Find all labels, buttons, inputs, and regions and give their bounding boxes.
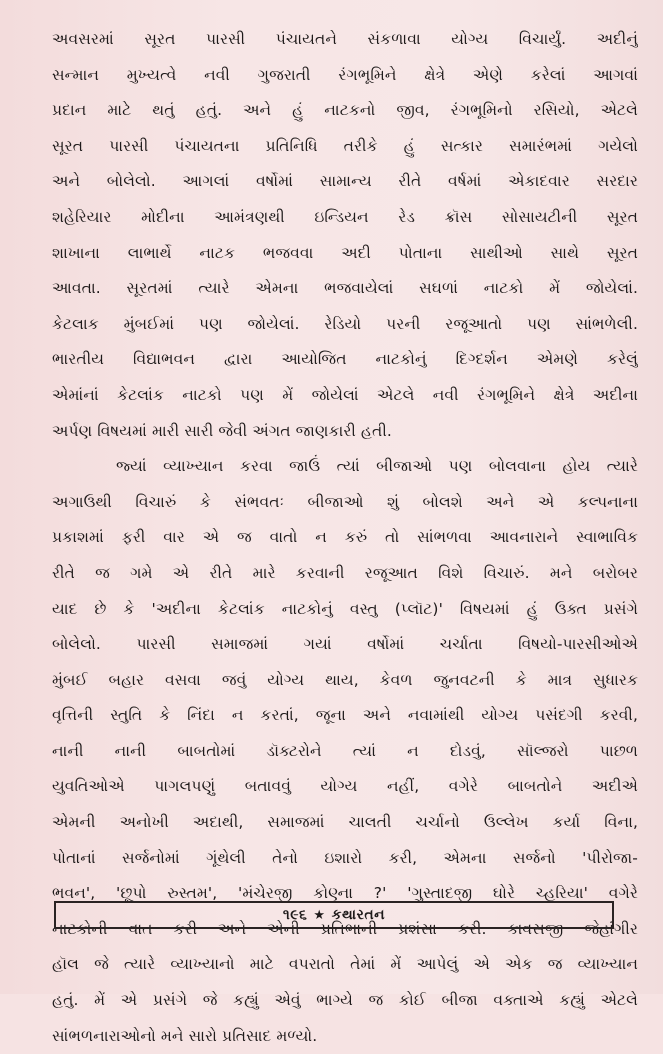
text-line: જ્યાં વ્યાખ્યાન કરવા જાઉં ત્યાં બીજાઓ પણ બોલવાના હોય ત્યારે xyxy=(116,457,638,476)
paragraph-1 xyxy=(52,22,638,449)
text-line: અવસરમાં સૂરત પારસી પંચાયતને સંકળાવા યોગ્ય વિચાર્યું. અદીનું xyxy=(52,30,638,48)
paragraph-2 xyxy=(52,449,638,1054)
text-line: પોતાનાં સર્જનોમાં ગૂંથેલી તેનો ઇશારો કરી, એમના સર્જનો 'પીરોજા- xyxy=(52,848,638,867)
text-line: આવતા. સૂરતમાં ત્યારે એમના ભજવાયેલાં સઘળાં નાટકો મેં જોયેલાં. xyxy=(52,279,638,298)
text-line: એમાંનાં કેટલાંક નાટકો પણ મેં જોયેલાં એટલે નવી રંગભૂમિને ક્ષેત્રે અદીના xyxy=(52,385,638,404)
text-line: હૉલ જે ત્યારે વ્યાખ્યાનો માટે વપરાતો તેમાં મેં આપેલું એ એક જ વ્યાખ્યાન xyxy=(52,955,638,974)
text-line: યાદ છે કે 'અદીના કેટલાંક નાટકોનું વસ્તુ (પ્લૉટ)' વિષયમાં હું ઉક્ત પ્રસંગે xyxy=(52,599,638,618)
text-line: અગાઉથી વિચારું કે સંભવતઃ બીજાઓ શું બોલશે અને એ કલ્પનાના xyxy=(52,492,638,511)
text-line: અને બોલેલો. આગલાં વર્ષોમાં સામાન્ય રીતે વર્ષમાં એકાદવાર સરદાર xyxy=(52,172,638,191)
text-line: સૂરત પારસી પંચાયતના પ્રતિનિધિ તરીકે હું સત્કાર સમારંભમાં ગયેલો xyxy=(52,136,638,155)
text-line: બોલેલો. પારસી સમાજમાં ગયાં વર્ષોમાં ચર્ચાતા વિષયો-પારસીઓએ xyxy=(52,635,638,654)
text-line: નાની નાની બાબતોમાં ડૉક્ટરોને ત્યાં ન દોડવું, સૉલ્જરો પાછળ xyxy=(52,741,638,760)
text-line: શાખાના લાભાર્થે નાટક ભજવવા અદી પોતાના સાથીઓ સાથે સૂરત xyxy=(52,243,638,262)
text-line: ભારતીય વિદ્યાભવન દ્વારા આયોજિત નાટકોનું દિગ્દર્શન એમણે કરેલું xyxy=(52,350,638,369)
text-line: વૃત્તિની સ્તુતિ કે નિંદા ન કરતાં, જૂના અને નવામાંથી યોગ્ય પસંદગી કરવી, xyxy=(52,706,638,725)
text-line: ભવન', 'છૂપો રુસ્તમ', 'મંચેરજી કોણ્ના ?' 'ગુસ્તાદજી ઘોરે ચ્હરિયા' વગેરે xyxy=(52,884,638,903)
text-line: એમની અનોખી અદાથી, સમાજમાં ચાલતી ચર્ચાનો ઉલ્લેખ કર્યા વિના, xyxy=(52,813,638,832)
text-line: પ્રકાશમાં ફરી વાર એ જ વાતો ન કરું તો સાંભળવા આવનારાને સ્વાભાવિક xyxy=(52,528,638,547)
text-line: કેટલાક મુંબઈમાં પણ જોયેલાં. રેડિયો પરની રજૂઆતો પણ સાંભળેલી. xyxy=(52,314,638,333)
text-line: રીતે જ ગમે એ રીતે મારે કરવાની રજૂઆત વિશે વિચારું. મને બરોબર xyxy=(52,563,638,582)
star-icon: ★ xyxy=(313,907,326,923)
book-title: કથારતન xyxy=(331,907,386,923)
text-line: હતું. મેં એ પ્રસંગે જે કહ્યું એવું ભાગ્યે જ કોઈ બીજા વક્તાએ કહ્યું એટલે xyxy=(52,991,638,1010)
text-line: મુંબઈ બહાર વસવા જવું યોગ્ય થાય, કેવળ જુનવટની કે માત્ર સુધારક xyxy=(52,670,638,689)
footer-label xyxy=(283,907,385,923)
text-line: સન્માન મુખ્યત્વે નવી ગુજરાતી રંગભૂમિને ક્ષેત્રે એણે કરેલાં આગવાં xyxy=(52,65,638,84)
text-line: નાટકોની વાત કરી અને એની પ્રતિભાની પ્રશંસા કરી. કાવસજી જેહાંગીર xyxy=(52,919,638,938)
body-text xyxy=(52,22,638,1054)
page-footer xyxy=(54,901,614,929)
text-line: યુવતિઓએ પાગલપણું બતાવવું યોગ્ય નહીં, વગેરે બાબતોને અદીએ xyxy=(52,777,638,796)
text-line: સાંભળનારાઓનો મને સારો પ્રતિસાદ મળ્યો. xyxy=(52,1026,318,1045)
text-line: અર્પણ વિષયમાં મારી સારી જેવી અંગત જાણકારી હતી. xyxy=(52,421,392,440)
page-number: ૧૯૬ xyxy=(282,907,308,923)
text-line: પ્રદાન માટે થતું હતું. અને હું નાટકનો જીવ, રંગભૂમિનો રસિયો, એટલે xyxy=(52,101,638,120)
text-line: શહેરિયાર મોદીના આમંત્રણથી ઇન્ડિયન રેડ ક્રૉસ સોસાયટીની સૂરત xyxy=(52,207,638,226)
